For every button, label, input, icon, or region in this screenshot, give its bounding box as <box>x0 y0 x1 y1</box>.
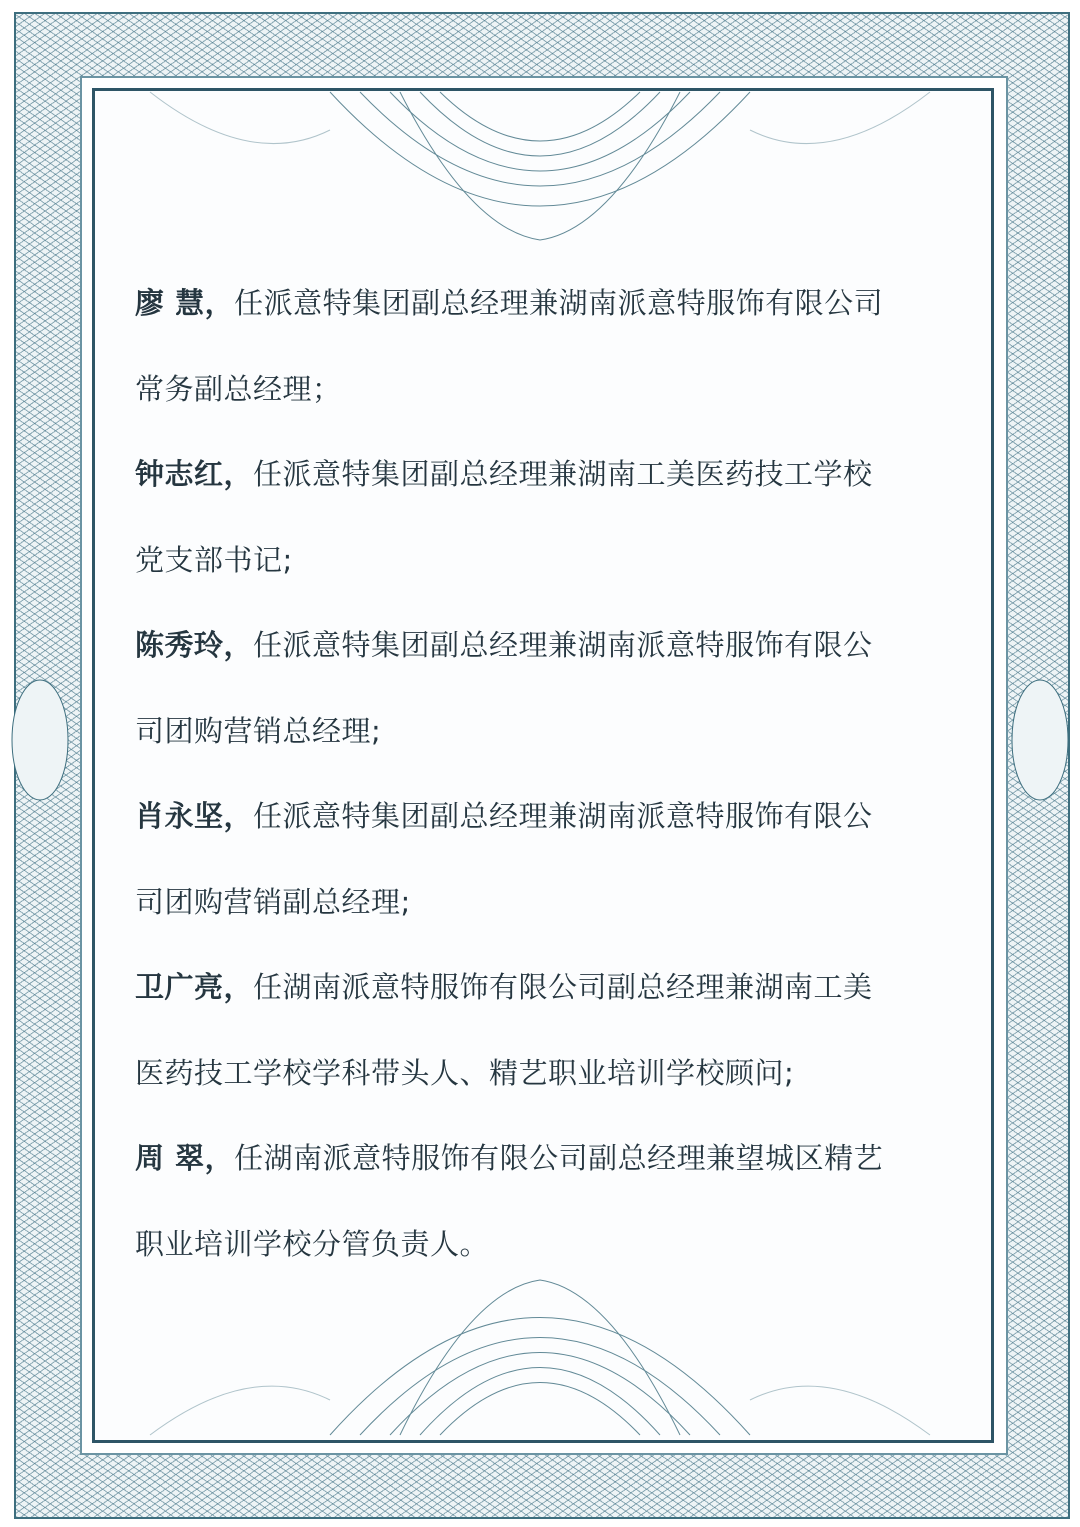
position-text: 任派意特集团副总经理兼湖南派意特服饰有限公 <box>253 799 873 833</box>
appointment-list <box>135 278 965 1304</box>
person-name: 肖永坚， <box>135 799 254 833</box>
position-text: 任湖南派意特服饰有限公司副总经理兼望城区精艺 <box>234 1141 884 1175</box>
position-text-cont: 医药技工学校学科带头人、精艺职业培训学校顾问; <box>135 1055 795 1090</box>
position-text: 任派意特集团副总经理兼湖南派意特服饰有限公 <box>253 628 873 662</box>
entry <box>135 278 965 449</box>
position-text-cont: 职业培训学校分管负责人。 <box>135 1226 490 1261</box>
position-text: 任派意特集团副总经理兼湖南工美医药技工学校 <box>253 457 873 491</box>
person-name: 周 翠， <box>135 1141 235 1175</box>
entry <box>135 620 965 791</box>
position-text-cont: 常务副总经理； <box>135 371 342 406</box>
rosette-ornament-top-icon <box>150 92 930 240</box>
person-name: 陈秀玲， <box>135 628 254 662</box>
position-text-cont: 司团购营销总经理; <box>135 713 382 748</box>
position-text: 任派意特集团副总经理兼湖南派意特服饰有限公司 <box>234 286 884 320</box>
entry <box>135 449 965 620</box>
position-text-cont: 司团购营销副总经理; <box>135 884 411 919</box>
position-text-cont: 党支部书记; <box>135 542 293 577</box>
entry <box>135 791 965 962</box>
position-text: 任湖南派意特服饰有限公司副总经理兼湖南工美 <box>253 970 873 1004</box>
person-name: 钟志红， <box>135 457 254 491</box>
entry <box>135 1133 965 1304</box>
person-name: 卫广亮， <box>135 970 254 1004</box>
entry <box>135 962 965 1133</box>
person-name: 廖 慧， <box>135 286 235 320</box>
